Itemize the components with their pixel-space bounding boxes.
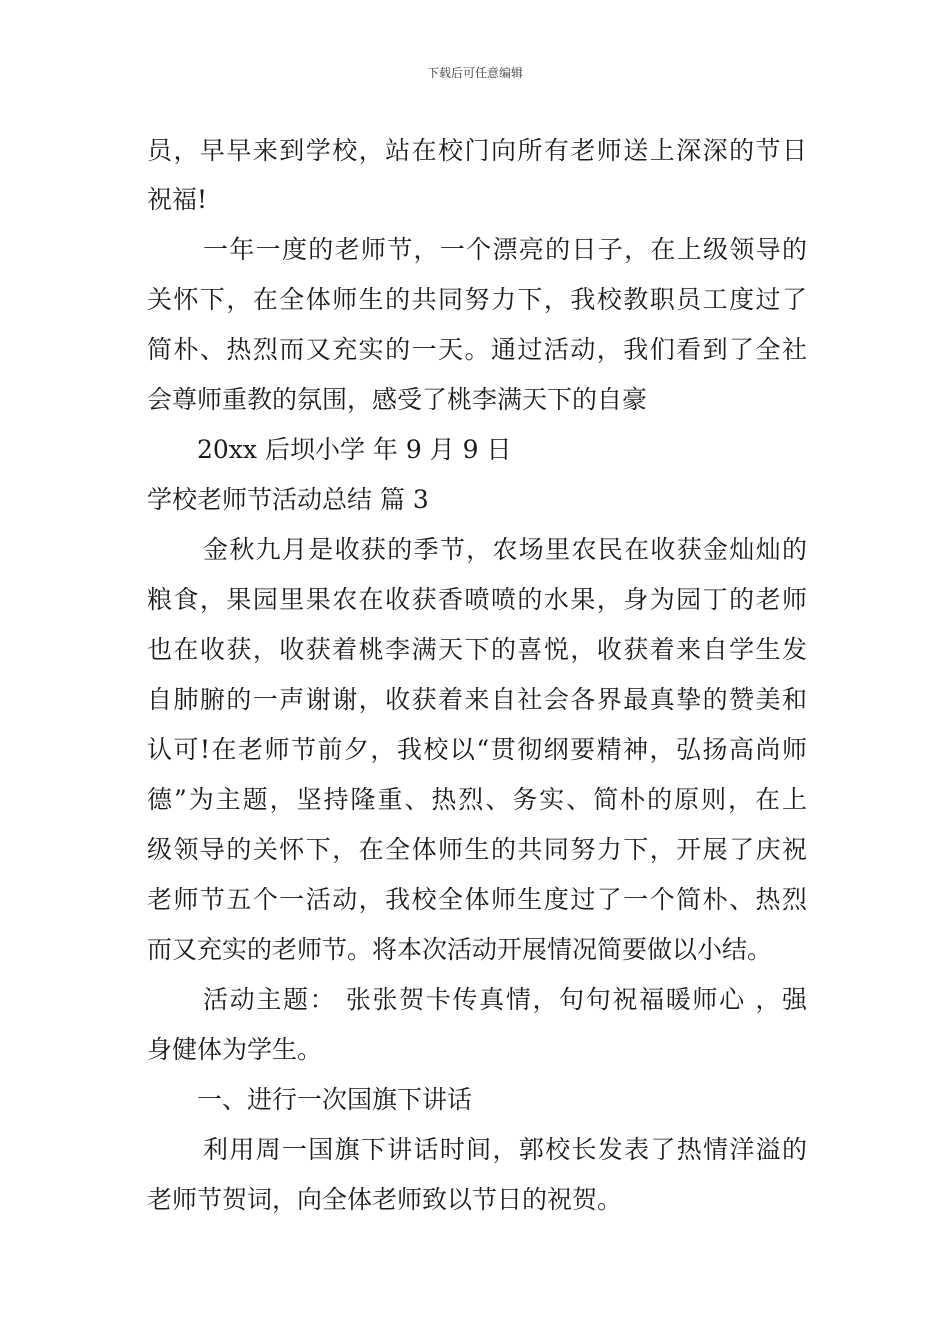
body-line: 一年一度的老师节，一个漂亮的日子，在上级领导的	[203, 235, 807, 264]
body-line: 认可!在老师节前夕，我校以“贯彻纲要精神，弘扬高尚师	[147, 735, 807, 764]
body-line: 身健体为学生。	[147, 1035, 323, 1064]
subsection-heading: 一、进行一次国旗下讲话	[197, 1085, 473, 1114]
body-line: 利用周一国旗下讲话时间，郭校长发表了热情洋溢的	[203, 1135, 807, 1164]
body-line: 级领导的关怀下，在全体师生的共同努力下，开展了庆祝	[147, 835, 807, 864]
body-line: 自肺腑的一声谢谢，收获着来自社会各界最真挚的赞美和	[147, 685, 807, 714]
body-line: 德”为主题，坚持隆重、热烈、务实、简朴的原则，在上	[147, 785, 807, 814]
body-line: 简朴、热烈而又充实的一天。通过活动，我们看到了全社	[147, 335, 807, 364]
body-line: 祝福!	[147, 185, 208, 214]
date-line: 20xx 后坝小学 年 9 月 9 日	[197, 435, 512, 464]
page-header: 下载后可任意编辑	[426, 66, 523, 80]
body-line: 也在收获，收获着桃李满天下的喜悦，收获着来自学生发	[147, 635, 807, 664]
body-line: 粮食，果园里果农在收获香喷喷的水果，身为园丁的老师	[147, 585, 807, 614]
body-line: 员，早早来到学校，站在校门向所有老师送上深深的节日	[147, 136, 807, 165]
body-line: 活动主题： 张张贺卡传真情，句句祝福暖师心 ，强	[203, 985, 807, 1014]
body-line: 关怀下，在全体师生的共同努力下，我校教职员工度过了	[147, 285, 807, 314]
body-line: 金秋九月是收获的季节，农场里农民在收获金灿灿的	[203, 535, 807, 564]
body-line: 老师节贺词，向全体老师致以节日的祝贺。	[147, 1185, 623, 1214]
body-line: 老师节五个一活动，我校全体师生度过了一个简朴、热烈	[147, 885, 807, 914]
section-heading: 学校老师节活动总结 篇 3	[147, 485, 429, 514]
body-line: 而又充实的老师节。将本次活动开展情况简要做以小结。	[147, 935, 773, 964]
body-line: 会尊师重教的氛围，感受了桃李满天下的自豪	[147, 385, 648, 414]
